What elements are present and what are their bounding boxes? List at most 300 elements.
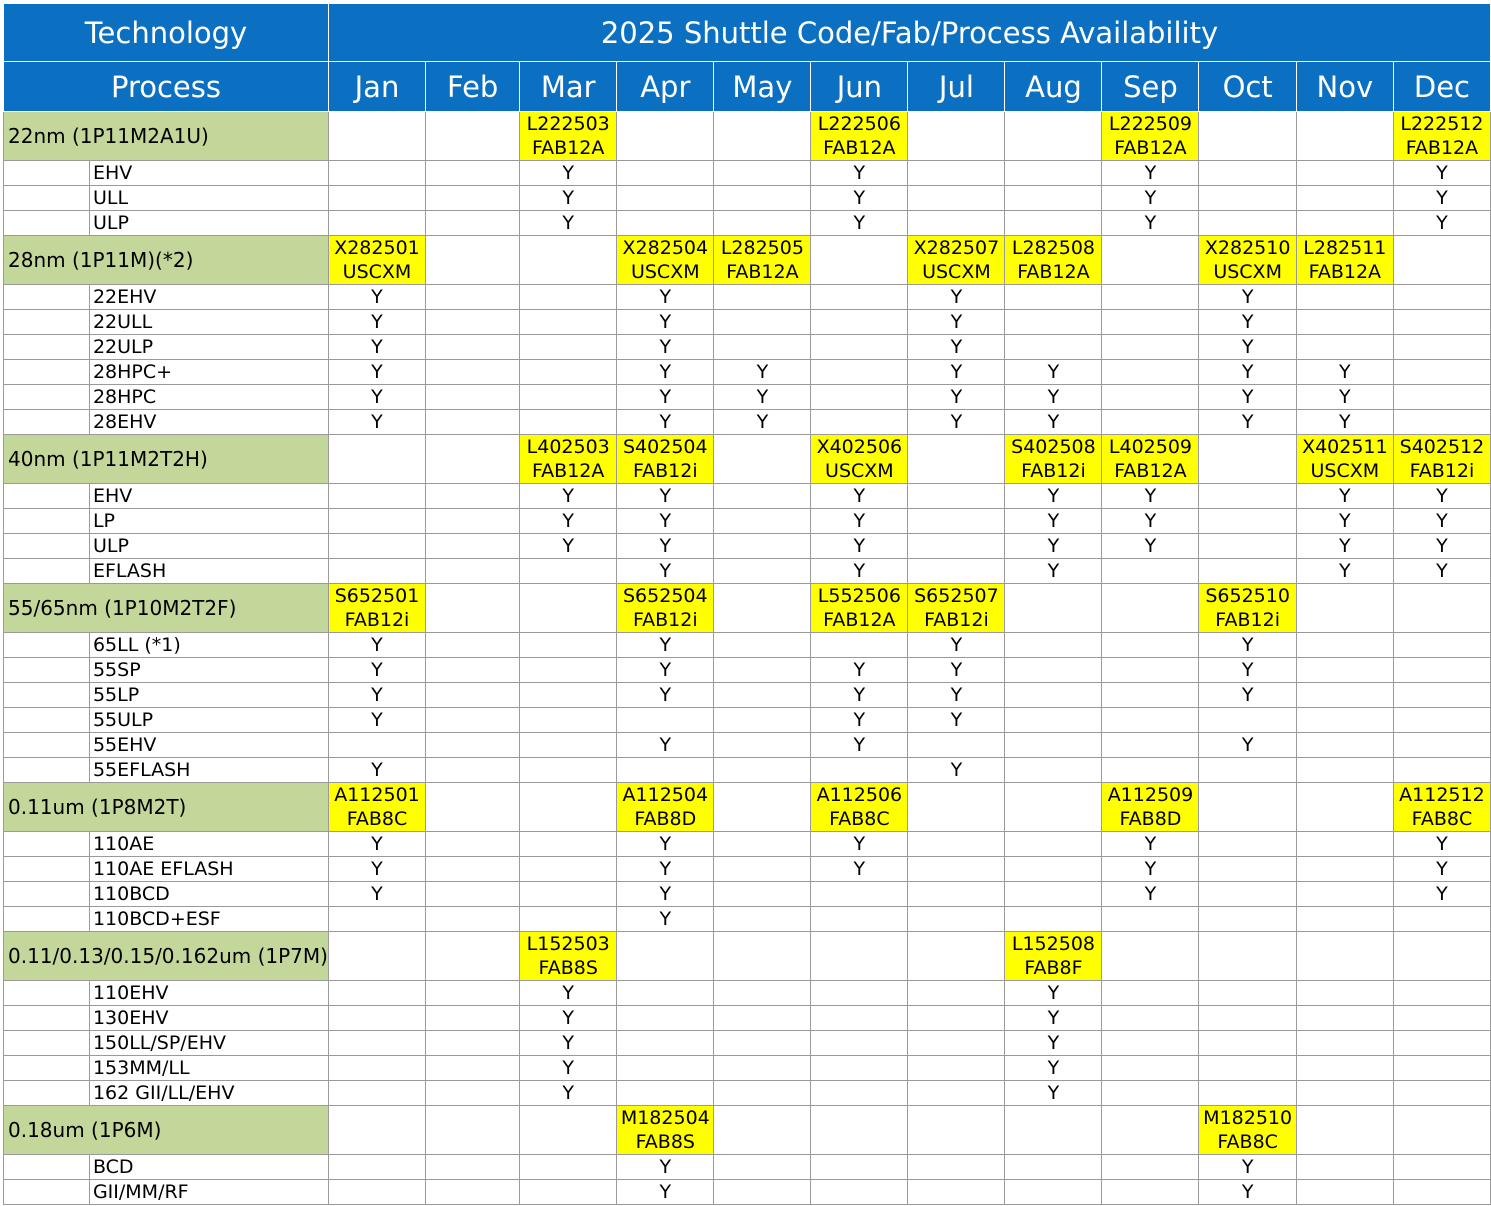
availability-cell [714, 832, 811, 857]
availability-cell: Y [520, 1006, 617, 1031]
empty-cell [908, 1106, 1005, 1155]
empty-cell [714, 1106, 811, 1155]
availability-cell: Y [1005, 385, 1102, 410]
availability-cell [714, 708, 811, 733]
availability-cell [426, 1056, 520, 1081]
availability-cell [426, 534, 520, 559]
availability-cell: Y [617, 509, 714, 534]
availability-cell [1102, 907, 1199, 932]
availability-cell [1296, 882, 1393, 907]
shuttle-code: S652504 [623, 585, 708, 607]
shuttle-cell [1102, 112, 1199, 161]
shuttle-cell [520, 435, 617, 484]
availability-cell [714, 683, 811, 708]
availability-cell [1199, 882, 1296, 907]
availability-cell: Y [328, 708, 425, 733]
availability-cell [1296, 186, 1393, 211]
availability-cell [1296, 1155, 1393, 1180]
shuttle-cell [1102, 783, 1199, 832]
availability-cell: Y [1005, 534, 1102, 559]
empty-cell [1005, 1106, 1102, 1155]
indent-cell [4, 758, 90, 783]
availability-cell [426, 733, 520, 758]
availability-cell [328, 211, 425, 236]
availability-cell [811, 360, 908, 385]
availability-cell [1393, 708, 1490, 733]
availability-cell [1102, 708, 1199, 733]
fab-name: FAB12A [823, 609, 896, 631]
process-name: 110AE EFLASH [89, 857, 328, 882]
availability-cell [1296, 658, 1393, 683]
availability-cell [1296, 1006, 1393, 1031]
process-name: 28HPC [89, 385, 328, 410]
availability-cell [1199, 1031, 1296, 1056]
availability-cell [328, 484, 425, 509]
process-name: EFLASH [89, 559, 328, 584]
availability-cell [617, 1006, 714, 1031]
shuttle-code: L222503 [526, 113, 610, 135]
shuttle-code: L222506 [817, 113, 901, 135]
availability-cell [426, 1006, 520, 1031]
availability-cell [1296, 211, 1393, 236]
availability-cell [520, 658, 617, 683]
availability-cell [1199, 211, 1296, 236]
availability-cell [908, 211, 1005, 236]
availability-cell [426, 907, 520, 932]
availability-cell: Y [328, 658, 425, 683]
indent-cell [4, 410, 90, 435]
shuttle-code: S402512 [1399, 436, 1485, 458]
availability-cell [1199, 1006, 1296, 1031]
process-name: 55EHV [89, 733, 328, 758]
shuttle-code: L152508 [1011, 933, 1095, 955]
availability-cell [1296, 285, 1393, 310]
indent-cell [4, 658, 90, 683]
availability-cell [714, 335, 811, 360]
technology-name: 55/65nm (1P10M2T2F) [4, 584, 329, 633]
availability-cell [617, 161, 714, 186]
availability-cell: Y [1199, 285, 1296, 310]
availability-cell [1393, 285, 1490, 310]
availability-cell [1393, 758, 1490, 783]
process-row [4, 981, 1491, 1006]
fab-name: FAB8F [1024, 957, 1083, 979]
shuttle-cell [1199, 584, 1296, 633]
fab-name: FAB12A [1114, 460, 1187, 482]
availability-cell: Y [328, 832, 425, 857]
availability-cell [426, 1081, 520, 1106]
availability-cell [714, 1031, 811, 1056]
availability-cell: Y [811, 832, 908, 857]
availability-cell [1005, 633, 1102, 658]
availability-cell [714, 907, 811, 932]
availability-cell: Y [520, 211, 617, 236]
fab-name: FAB8D [634, 808, 697, 830]
availability-cell [1005, 733, 1102, 758]
availability-cell [520, 708, 617, 733]
availability-cell: Y [1199, 683, 1296, 708]
availability-cell [811, 981, 908, 1006]
indent-cell [4, 484, 90, 509]
availability-cell [1102, 410, 1199, 435]
indent-cell [4, 981, 90, 1006]
fab-name: FAB12i [1215, 609, 1280, 631]
availability-cell: Y [617, 857, 714, 882]
availability-cell [328, 733, 425, 758]
shuttle-cell [908, 236, 1005, 285]
availability-cell: Y [1199, 1180, 1296, 1205]
availability-cell [1005, 857, 1102, 882]
availability-cell [520, 1180, 617, 1205]
availability-cell [811, 633, 908, 658]
process-row [4, 335, 1491, 360]
empty-cell [1005, 584, 1102, 633]
process-row [4, 385, 1491, 410]
availability-cell [811, 758, 908, 783]
shuttle-code: L152503 [526, 933, 610, 955]
availability-cell [1005, 882, 1102, 907]
availability-cell [1199, 509, 1296, 534]
availability-cell: Y [811, 708, 908, 733]
availability-cell [1296, 161, 1393, 186]
technology-row [4, 435, 1491, 484]
availability-cell [520, 683, 617, 708]
availability-cell: Y [908, 385, 1005, 410]
availability-cell [520, 310, 617, 335]
availability-cell [714, 1006, 811, 1031]
availability-cell [1005, 186, 1102, 211]
availability-cell: Y [1005, 1006, 1102, 1031]
availability-cell: Y [1393, 832, 1490, 857]
fab-name: USCXM [1213, 261, 1282, 283]
availability-cell: Y [520, 981, 617, 1006]
availability-cell: Y [811, 534, 908, 559]
availability-cell [1393, 1006, 1490, 1031]
availability-cell [1102, 1155, 1199, 1180]
availability-cell [1393, 633, 1490, 658]
indent-cell [4, 857, 90, 882]
availability-cell [426, 832, 520, 857]
availability-cell [714, 633, 811, 658]
fab-name: USCXM [825, 460, 894, 482]
availability-title: 2025 Shuttle Code/Fab/Process Availability [328, 4, 1490, 62]
availability-cell [908, 857, 1005, 882]
availability-cell [714, 186, 811, 211]
availability-cell [1102, 658, 1199, 683]
shuttle-cell [1296, 236, 1393, 285]
fab-name: FAB8S [538, 957, 598, 979]
process-name: LP [89, 509, 328, 534]
process-row [4, 211, 1491, 236]
process-row [4, 907, 1491, 932]
availability-cell: Y [1199, 410, 1296, 435]
process-row [4, 882, 1491, 907]
availability-cell [1102, 335, 1199, 360]
indent-cell [4, 907, 90, 932]
availability-cell [1199, 186, 1296, 211]
availability-cell: Y [328, 857, 425, 882]
availability-cell [1296, 1180, 1393, 1205]
empty-cell [426, 932, 520, 981]
availability-cell [426, 981, 520, 1006]
availability-cell [426, 285, 520, 310]
availability-cell [1005, 907, 1102, 932]
availability-cell: Y [908, 310, 1005, 335]
availability-cell: Y [617, 733, 714, 758]
technology-row [4, 584, 1491, 633]
process-name: ULL [89, 186, 328, 211]
month-header: Dec [1393, 62, 1490, 112]
availability-cell: Y [520, 186, 617, 211]
empty-cell [908, 112, 1005, 161]
availability-cell [1102, 1031, 1199, 1056]
availability-cell: Y [617, 534, 714, 559]
availability-cell [714, 285, 811, 310]
availability-cell [1296, 310, 1393, 335]
availability-cell [1102, 310, 1199, 335]
technology-row [4, 236, 1491, 285]
availability-cell: Y [1005, 410, 1102, 435]
shuttle-availability-table [3, 3, 1491, 1205]
availability-cell [811, 882, 908, 907]
shuttle-code: A112509 [1107, 784, 1194, 806]
availability-cell: Y [908, 360, 1005, 385]
month-header: May [714, 62, 811, 112]
availability-cell [426, 310, 520, 335]
technology-name: 0.11um (1P8M2T) [4, 783, 329, 832]
availability-cell [1102, 733, 1199, 758]
availability-cell [1199, 161, 1296, 186]
process-row [4, 310, 1491, 335]
availability-cell: Y [520, 509, 617, 534]
shuttle-code: L222509 [1108, 113, 1193, 135]
availability-cell: Y [811, 857, 908, 882]
availability-cell [1199, 907, 1296, 932]
process-name: ULP [89, 211, 328, 236]
shuttle-cell [1199, 236, 1296, 285]
availability-cell: Y [1199, 733, 1296, 758]
availability-cell: Y [1393, 211, 1490, 236]
availability-cell [714, 981, 811, 1006]
availability-cell: Y [1296, 385, 1393, 410]
availability-cell [1102, 1081, 1199, 1106]
availability-cell [1102, 1180, 1199, 1205]
month-header: Feb [426, 62, 520, 112]
availability-cell [520, 559, 617, 584]
availability-cell [714, 310, 811, 335]
month-header: Jul [908, 62, 1005, 112]
shuttle-code: S402508 [1011, 436, 1096, 458]
availability-cell [1102, 758, 1199, 783]
availability-cell: Y [1199, 633, 1296, 658]
availability-cell: Y [617, 484, 714, 509]
availability-cell [426, 1031, 520, 1056]
technology-name: 28nm (1P11M)(*2) [4, 236, 329, 285]
availability-cell: Y [617, 1155, 714, 1180]
month-header: Oct [1199, 62, 1296, 112]
fab-name: FAB12A [1114, 137, 1187, 159]
process-name: 150LL/SP/EHV [89, 1031, 328, 1056]
availability-cell [328, 186, 425, 211]
empty-cell [520, 783, 617, 832]
availability-cell: Y [1296, 484, 1393, 509]
fab-name: FAB8C [1411, 808, 1473, 830]
availability-cell [617, 1081, 714, 1106]
availability-cell: Y [328, 360, 425, 385]
availability-cell [714, 1180, 811, 1205]
availability-cell: Y [908, 410, 1005, 435]
shuttle-code: S402504 [623, 436, 708, 458]
empty-cell [1102, 236, 1199, 285]
process-name: 130EHV [89, 1006, 328, 1031]
shuttle-code: X282504 [622, 237, 709, 259]
availability-cell: Y [811, 484, 908, 509]
process-name: 162 GII/LL/EHV [89, 1081, 328, 1106]
availability-cell [1102, 360, 1199, 385]
availability-cell: Y [1296, 534, 1393, 559]
availability-cell: Y [714, 410, 811, 435]
process-name: 22ULP [89, 335, 328, 360]
availability-cell [908, 1031, 1005, 1056]
shuttle-cell [617, 1106, 714, 1155]
availability-cell [328, 1155, 425, 1180]
availability-cell [426, 633, 520, 658]
availability-cell [617, 758, 714, 783]
availability-cell [1005, 832, 1102, 857]
availability-cell [811, 1006, 908, 1031]
indent-cell [4, 360, 90, 385]
availability-cell [520, 335, 617, 360]
process-name: GII/MM/RF [89, 1180, 328, 1205]
month-header: Sep [1102, 62, 1199, 112]
availability-cell [1102, 559, 1199, 584]
indent-cell [4, 310, 90, 335]
technology-row [4, 932, 1491, 981]
shuttle-code: L402509 [1108, 436, 1193, 458]
fab-name: FAB12i [1409, 460, 1475, 482]
availability-cell [1102, 1006, 1199, 1031]
empty-cell [1393, 1106, 1490, 1155]
availability-cell [1296, 758, 1393, 783]
process-name: BCD [89, 1155, 328, 1180]
availability-cell [1296, 981, 1393, 1006]
indent-cell [4, 534, 90, 559]
availability-cell: Y [1102, 509, 1199, 534]
availability-cell [1005, 658, 1102, 683]
availability-cell [714, 509, 811, 534]
fab-name: FAB8S [635, 1131, 695, 1153]
process-row [4, 733, 1491, 758]
empty-cell [1393, 236, 1490, 285]
availability-cell: Y [1199, 335, 1296, 360]
availability-cell [426, 360, 520, 385]
availability-cell [908, 907, 1005, 932]
technology-row [4, 112, 1491, 161]
availability-cell: Y [908, 708, 1005, 733]
empty-cell [714, 435, 811, 484]
availability-cell [908, 832, 1005, 857]
availability-cell [1199, 758, 1296, 783]
availability-cell [1102, 1056, 1199, 1081]
empty-cell [811, 1106, 908, 1155]
empty-cell [426, 435, 520, 484]
empty-cell [1102, 932, 1199, 981]
availability-cell: Y [1199, 385, 1296, 410]
shuttle-code: M182504 [620, 1107, 710, 1129]
shuttle-code: X282510 [1204, 237, 1291, 259]
availability-cell: Y [1393, 559, 1490, 584]
availability-cell [1005, 161, 1102, 186]
availability-cell [811, 285, 908, 310]
availability-cell: Y [1005, 509, 1102, 534]
availability-cell [1005, 1155, 1102, 1180]
table-body [4, 112, 1491, 1205]
process-name: EHV [89, 484, 328, 509]
availability-cell [1005, 211, 1102, 236]
availability-cell [520, 733, 617, 758]
availability-cell [328, 1081, 425, 1106]
availability-cell [1393, 335, 1490, 360]
availability-cell [328, 559, 425, 584]
availability-cell: Y [328, 410, 425, 435]
availability-cell [1005, 758, 1102, 783]
availability-cell [1393, 310, 1490, 335]
shuttle-code: L282511 [1303, 237, 1387, 259]
availability-cell [426, 509, 520, 534]
shuttle-code: A112512 [1399, 784, 1485, 806]
process-row [4, 410, 1491, 435]
availability-cell [1199, 559, 1296, 584]
availability-cell: Y [1296, 360, 1393, 385]
availability-cell: Y [1393, 484, 1490, 509]
availability-cell: Y [1005, 559, 1102, 584]
process-row [4, 658, 1491, 683]
availability-cell [426, 559, 520, 584]
availability-cell: Y [1005, 981, 1102, 1006]
empty-cell [520, 1106, 617, 1155]
availability-cell [908, 733, 1005, 758]
empty-cell [1296, 1106, 1393, 1155]
availability-cell [811, 335, 908, 360]
indent-cell [4, 161, 90, 186]
shuttle-code: X402506 [816, 436, 903, 458]
fab-name: USCXM [1310, 460, 1380, 482]
empty-cell [811, 932, 908, 981]
process-row [4, 1155, 1491, 1180]
availability-cell [328, 1031, 425, 1056]
availability-cell [714, 534, 811, 559]
empty-cell [1296, 932, 1393, 981]
availability-cell [617, 1056, 714, 1081]
process-row [4, 559, 1491, 584]
empty-cell [1199, 783, 1296, 832]
availability-cell: Y [520, 161, 617, 186]
availability-cell [617, 211, 714, 236]
empty-cell [328, 932, 425, 981]
availability-cell: Y [811, 509, 908, 534]
availability-cell [811, 410, 908, 435]
availability-cell [328, 1180, 425, 1205]
process-row [4, 832, 1491, 857]
empty-cell [1296, 783, 1393, 832]
availability-cell: Y [714, 385, 811, 410]
availability-cell [1102, 633, 1199, 658]
availability-cell [1296, 733, 1393, 758]
availability-cell: Y [908, 758, 1005, 783]
month-header: Mar [520, 62, 617, 112]
shuttle-cell [1393, 435, 1490, 484]
shuttle-cell [714, 236, 811, 285]
